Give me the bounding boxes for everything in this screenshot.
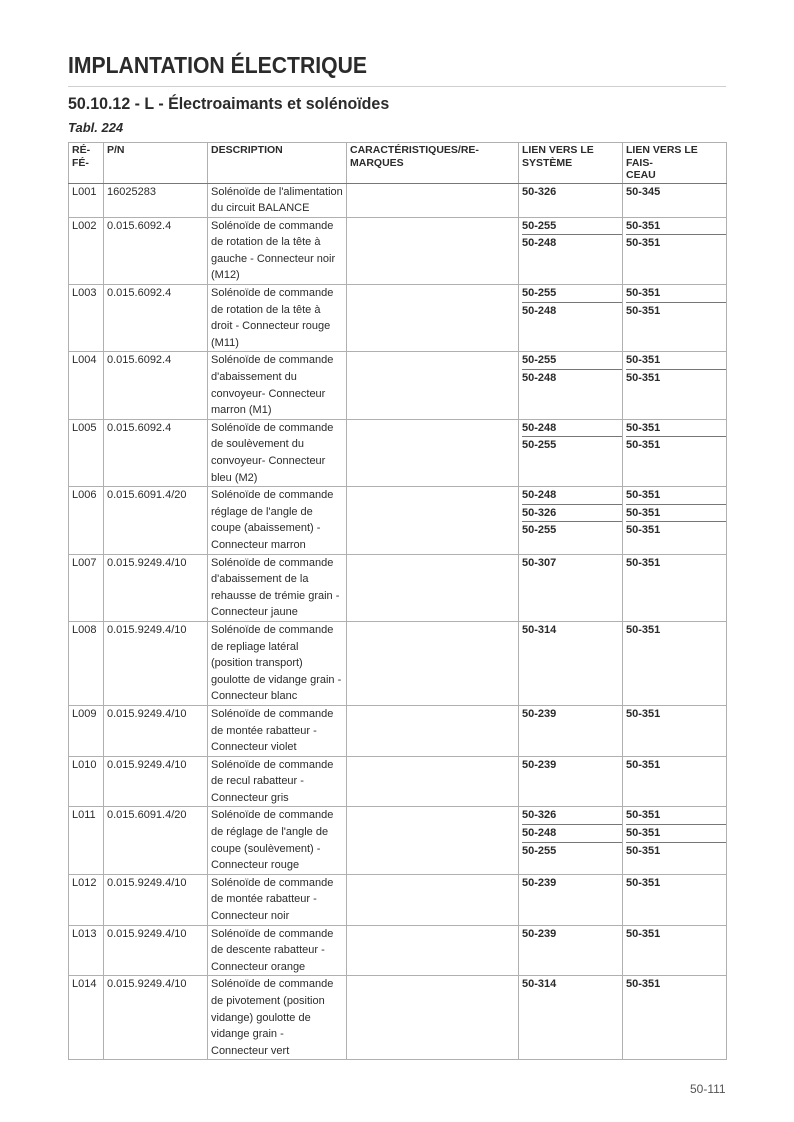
remarks-cell xyxy=(347,976,519,1060)
remarks-cell xyxy=(347,285,519,352)
remarks-cell xyxy=(347,756,519,807)
system-link[interactable]: 50-239 xyxy=(522,927,557,940)
harness-link-cell xyxy=(623,807,727,874)
system-link[interactable]: 50-255 xyxy=(522,524,557,537)
harness-link-cell xyxy=(623,756,727,807)
harness-link-cell xyxy=(623,487,727,554)
system-link[interactable]: 50-239 xyxy=(522,707,557,720)
system-link[interactable]: 50-255 xyxy=(522,352,622,370)
description-cell: Solénoïde de commande de rotation de la tête à gauche - Connecteur noir (M12) xyxy=(208,217,347,284)
ref-cell: L005 xyxy=(69,419,104,486)
harness-link[interactable]: 50-351 xyxy=(626,623,661,636)
ref-cell: L014 xyxy=(69,976,104,1060)
harness-link-cell xyxy=(623,352,727,419)
part-number-cell: 0.015.9249.4/10 xyxy=(104,705,208,756)
harness-link[interactable]: 50-351 xyxy=(626,707,661,720)
harness-link[interactable]: 50-351 xyxy=(626,758,661,771)
harness-link[interactable]: 50-351 xyxy=(626,807,726,825)
table-row xyxy=(69,183,727,217)
harness-link-cell xyxy=(623,419,727,486)
ref-cell: L004 xyxy=(69,352,104,419)
section-title: 50.10.12 - L - Électroaimants et solénoïdes xyxy=(68,94,390,113)
part-number-cell: 0.015.9249.4/10 xyxy=(104,925,208,976)
system-link-cell xyxy=(519,285,623,352)
description-cell: Solénoïde de commande de pivotement (position vidange) goulotte de vidange grain - Connecteur vert xyxy=(208,976,347,1060)
page-number: 50-111 xyxy=(690,1082,726,1096)
ref-cell: L001 xyxy=(69,183,104,217)
description-cell: Solénoïde de commande de montée rabatteur - Connecteur noir xyxy=(208,874,347,925)
harness-link[interactable]: 50-351 xyxy=(626,487,726,505)
table-row xyxy=(69,554,727,621)
harness-link[interactable]: 50-351 xyxy=(626,505,726,523)
page-title: IMPLANTATION ÉLECTRIQUE xyxy=(68,52,367,78)
table-row xyxy=(69,807,727,874)
table-row xyxy=(69,217,727,284)
table-header-row xyxy=(69,143,727,184)
remarks-cell xyxy=(347,621,519,705)
system-link-cell xyxy=(519,756,623,807)
table-row xyxy=(69,705,727,756)
system-link[interactable]: 50-307 xyxy=(522,556,557,569)
system-link-cell xyxy=(519,807,623,874)
remarks-cell xyxy=(347,925,519,976)
system-link-cell xyxy=(519,621,623,705)
harness-link[interactable]: 50-351 xyxy=(626,978,661,991)
part-number-cell: 0.015.9249.4/10 xyxy=(104,976,208,1060)
harness-link-cell xyxy=(623,285,727,352)
harness-link-cell xyxy=(623,925,727,976)
harness-link-cell xyxy=(623,976,727,1060)
description-cell: Solénoïde de commande de réglage de l'angle de coupe (soulèvement) - Connecteur rouge xyxy=(208,807,347,874)
harness-link[interactable]: 50-351 xyxy=(626,285,726,303)
description-cell: Solénoïde de commande de rotation de la tête à droit - Connecteur rouge (M11) xyxy=(208,285,347,352)
harness-link-cell xyxy=(623,874,727,925)
column-header-pn: P/N xyxy=(104,143,208,184)
harness-link-cell xyxy=(623,705,727,756)
table-row xyxy=(69,487,727,554)
remarks-cell xyxy=(347,554,519,621)
system-link[interactable]: 50-255 xyxy=(522,218,622,236)
harness-link[interactable]: 50-351 xyxy=(626,420,726,438)
part-number-cell: 0.015.9249.4/10 xyxy=(104,874,208,925)
table-row xyxy=(69,874,727,925)
system-link-cell xyxy=(519,487,623,554)
system-link[interactable]: 50-239 xyxy=(522,758,557,771)
remarks-cell xyxy=(347,217,519,284)
description-cell: Solénoïde de commande de soulèvement du convoyeur- Connecteur bleu (M2) xyxy=(208,419,347,486)
harness-link[interactable]: 50-351 xyxy=(626,556,661,569)
remarks-cell xyxy=(347,487,519,554)
table-row xyxy=(69,419,727,486)
harness-link[interactable]: 50-351 xyxy=(626,825,726,843)
ref-cell: L006 xyxy=(69,487,104,554)
ref-cell: L013 xyxy=(69,925,104,976)
ref-cell: L002 xyxy=(69,217,104,284)
remarks-cell xyxy=(347,183,519,217)
harness-link[interactable]: 50-351 xyxy=(626,844,661,857)
system-link[interactable]: 50-326 xyxy=(522,505,622,523)
description-cell: Solénoïde de l'alimentation du circuit BALANCE xyxy=(208,183,347,217)
part-number-cell: 0.015.6091.4/20 xyxy=(104,487,208,554)
harness-link[interactable]: 50-351 xyxy=(626,352,726,370)
table-row xyxy=(69,976,727,1060)
description-cell: Solénoïde de commande de recul rabatteur - Connecteur gris xyxy=(208,756,347,807)
harness-link[interactable]: 50-351 xyxy=(626,237,661,250)
system-link-cell xyxy=(519,554,623,621)
harness-link[interactable]: 50-351 xyxy=(626,218,726,236)
harness-link[interactable]: 50-345 xyxy=(626,185,661,198)
description-cell: Solénoïde de commande de descente rabatteur - Connecteur orange xyxy=(208,925,347,976)
system-link-cell xyxy=(519,352,623,419)
table-label: Tabl. 224 xyxy=(68,120,124,135)
system-link[interactable]: 50-326 xyxy=(522,185,557,198)
description-cell: Solénoïde de commande de montée rabatteur - Connecteur violet xyxy=(208,705,347,756)
description-cell: Solénoïde de commande réglage de l'angle de coupe (abaissement) - Connecteur marron xyxy=(208,487,347,554)
remarks-cell xyxy=(347,352,519,419)
parts-table xyxy=(68,142,727,1060)
ref-cell: L007 xyxy=(69,554,104,621)
ref-cell: L010 xyxy=(69,756,104,807)
table-row xyxy=(69,925,727,976)
part-number-cell: 0.015.6092.4 xyxy=(104,217,208,284)
ref-cell: L011 xyxy=(69,807,104,874)
part-number-cell: 16025283 xyxy=(104,183,208,217)
harness-link-cell xyxy=(623,217,727,284)
description-cell: Solénoïde de commande d'abaissement du convoyeur- Connecteur marron (M1) xyxy=(208,352,347,419)
part-number-cell: 0.015.6091.4/20 xyxy=(104,807,208,874)
column-header-system-link: LIEN VERS LE SYSTÈME xyxy=(519,143,623,184)
system-link-cell xyxy=(519,217,623,284)
remarks-cell xyxy=(347,705,519,756)
system-link-cell xyxy=(519,705,623,756)
system-link-cell xyxy=(519,419,623,486)
ref-cell: L009 xyxy=(69,705,104,756)
remarks-cell xyxy=(347,419,519,486)
harness-link[interactable]: 50-351 xyxy=(626,439,661,452)
system-link[interactable]: 50-248 xyxy=(522,304,557,317)
description-cell: Solénoïde de commande de repliage latéral (position transport) goulotte de vidange grain - Connecteur blanc xyxy=(208,621,347,705)
column-header-harness-link: LIEN VERS LE FAIS- CEAU xyxy=(623,143,727,184)
part-number-cell: 0.015.9249.4/10 xyxy=(104,621,208,705)
table-row xyxy=(69,621,727,705)
system-link[interactable]: 50-255 xyxy=(522,439,557,452)
part-number-cell: 0.015.9249.4/10 xyxy=(104,554,208,621)
system-link-cell xyxy=(519,183,623,217)
system-link-cell xyxy=(519,976,623,1060)
system-link[interactable]: 50-248 xyxy=(522,487,622,505)
system-link-cell xyxy=(519,925,623,976)
remarks-cell xyxy=(347,874,519,925)
column-header-remarks: CARACTÉRISTIQUES/RE- MARQUES xyxy=(347,143,519,184)
system-link[interactable]: 50-248 xyxy=(522,825,622,843)
ref-cell: L012 xyxy=(69,874,104,925)
system-link[interactable]: 50-239 xyxy=(522,876,557,889)
system-link-cell xyxy=(519,874,623,925)
part-number-cell: 0.015.9249.4/10 xyxy=(104,756,208,807)
ref-cell: L008 xyxy=(69,621,104,705)
ref-cell: L003 xyxy=(69,285,104,352)
description-cell: Solénoïde de commande d'abaissement de la rehausse de trémie grain - Connecteur jaune xyxy=(208,554,347,621)
system-link[interactable]: 50-255 xyxy=(522,844,557,857)
harness-link-cell xyxy=(623,183,727,217)
table-body xyxy=(69,183,727,1060)
harness-link[interactable]: 50-351 xyxy=(626,304,661,317)
system-link[interactable]: 50-248 xyxy=(522,420,622,438)
remarks-cell xyxy=(347,807,519,874)
table-row xyxy=(69,756,727,807)
system-link[interactable]: 50-248 xyxy=(522,372,557,385)
harness-link[interactable]: 50-351 xyxy=(626,927,661,940)
harness-link[interactable]: 50-351 xyxy=(626,524,661,537)
column-header-description: DESCRIPTION xyxy=(208,143,347,184)
system-link[interactable]: 50-326 xyxy=(522,807,622,825)
part-number-cell: 0.015.6092.4 xyxy=(104,419,208,486)
part-number-cell: 0.015.6092.4 xyxy=(104,352,208,419)
system-link[interactable]: 50-255 xyxy=(522,285,622,303)
column-header-ref: RÉ- FÉ- xyxy=(69,143,104,184)
harness-link-cell xyxy=(623,554,727,621)
table-row xyxy=(69,285,727,352)
part-number-cell: 0.015.6092.4 xyxy=(104,285,208,352)
table-row xyxy=(69,352,727,419)
harness-link[interactable]: 50-351 xyxy=(626,876,661,889)
title-divider xyxy=(68,86,726,87)
system-link[interactable]: 50-314 xyxy=(522,978,557,991)
system-link[interactable]: 50-248 xyxy=(522,237,557,250)
harness-link-cell xyxy=(623,621,727,705)
harness-link[interactable]: 50-351 xyxy=(626,372,661,385)
system-link[interactable]: 50-314 xyxy=(522,623,557,636)
